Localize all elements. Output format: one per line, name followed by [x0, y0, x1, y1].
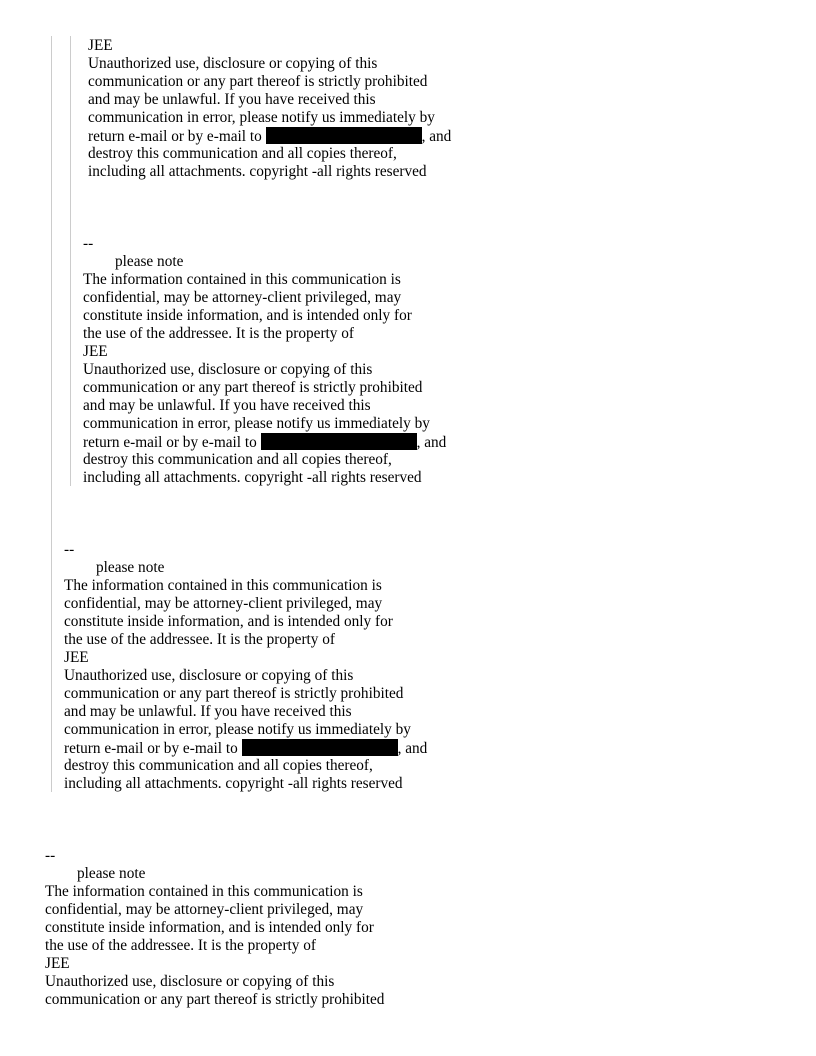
- disclaimer-line: and may be unlawful. If you have received this: [64, 703, 352, 720]
- disclaimer-line: including all attachments. copyright -all rights reserved: [88, 163, 427, 180]
- quoted-disclaimer-tail: [88, 37, 451, 181]
- please-note: please note: [77, 865, 146, 882]
- please-note: please note: [96, 559, 165, 576]
- disclaimer-line: communication in error, please notify us immediately by: [88, 109, 435, 126]
- redacted-email: [242, 739, 398, 756]
- redacted-email: [266, 127, 422, 144]
- disclaimer-line: communication or any part thereof is strictly prohibited: [88, 73, 428, 90]
- email-prefix: return e-mail or by e-mail to: [88, 128, 266, 145]
- disclaimer-line: Unauthorized use, disclosure or copying of this: [88, 55, 378, 72]
- email-line: [88, 127, 451, 145]
- disclaimer-line: including all attachments. copyright -all rights reserved: [64, 775, 403, 792]
- disclaimer-line: Unauthorized use, disclosure or copying of this: [83, 361, 373, 378]
- please-note: please note: [115, 253, 184, 270]
- disclaimer-line: The information contained in this communication is: [64, 577, 382, 594]
- company-name: JEE: [88, 37, 113, 54]
- signature-block-3: [64, 541, 427, 793]
- disclaimer-line: the use of the addressee. It is the property of: [64, 631, 336, 648]
- disclaimer-line: and may be unlawful. If you have received this: [88, 91, 376, 108]
- quote-bar-outer: [51, 36, 52, 792]
- company-name: JEE: [64, 649, 89, 666]
- disclaimer-line: destroy this communication and all copies thereof,: [64, 757, 373, 774]
- disclaimer-line: including all attachments. copyright -all rights reserved: [83, 469, 422, 486]
- disclaimer-line: communication in error, please notify us immediately by: [83, 415, 430, 432]
- email-suffix: , and: [397, 740, 428, 757]
- disclaimer-line: and may be unlawful. If you have received this: [83, 397, 371, 414]
- disclaimer-line: communication or any part thereof is strictly prohibited: [64, 685, 404, 702]
- email-prefix: return e-mail or by e-mail to: [83, 434, 261, 451]
- disclaimer-line: communication in error, please notify us immediately by: [64, 721, 411, 738]
- email-line: [83, 433, 446, 451]
- disclaimer-line: The information contained in this communication is: [83, 271, 401, 288]
- disclaimer-line: the use of the addressee. It is the property of: [45, 937, 317, 954]
- disclaimer-line: communication or any part thereof is strictly prohibited: [45, 991, 385, 1008]
- signature-separator: --: [45, 847, 56, 864]
- disclaimer-line: destroy this communication and all copies thereof,: [88, 145, 397, 162]
- email-suffix: , and: [416, 434, 447, 451]
- email-prefix: return e-mail or by e-mail to: [64, 740, 242, 757]
- disclaimer-line: confidential, may be attorney-client privileged, may: [45, 901, 364, 918]
- company-name: JEE: [45, 955, 70, 972]
- disclaimer-line: Unauthorized use, disclosure or copying of this: [45, 973, 335, 990]
- signature-block-4: [45, 847, 384, 1009]
- disclaimer-line: The information contained in this communication is: [45, 883, 363, 900]
- signature-block-2: [83, 235, 446, 487]
- signature-separator: --: [83, 235, 94, 252]
- disclaimer-line: constitute inside information, and is intended only for: [64, 613, 393, 630]
- disclaimer-line: constitute inside information, and is intended only for: [83, 307, 412, 324]
- email-line: [64, 739, 427, 757]
- email-suffix: , and: [421, 128, 452, 145]
- disclaimer-line: confidential, may be attorney-client privileged, may: [64, 595, 383, 612]
- disclaimer-line: communication or any part thereof is strictly prohibited: [83, 379, 423, 396]
- disclaimer-line: Unauthorized use, disclosure or copying of this: [64, 667, 354, 684]
- company-name: JEE: [83, 343, 108, 360]
- disclaimer-line: constitute inside information, and is intended only for: [45, 919, 374, 936]
- signature-separator: --: [64, 541, 75, 558]
- redacted-email: [261, 433, 417, 450]
- disclaimer-line: confidential, may be attorney-client privileged, may: [83, 289, 402, 306]
- disclaimer-line: the use of the addressee. It is the property of: [83, 325, 355, 342]
- quote-bar-inner: [70, 36, 71, 486]
- disclaimer-line: destroy this communication and all copies thereof,: [83, 451, 392, 468]
